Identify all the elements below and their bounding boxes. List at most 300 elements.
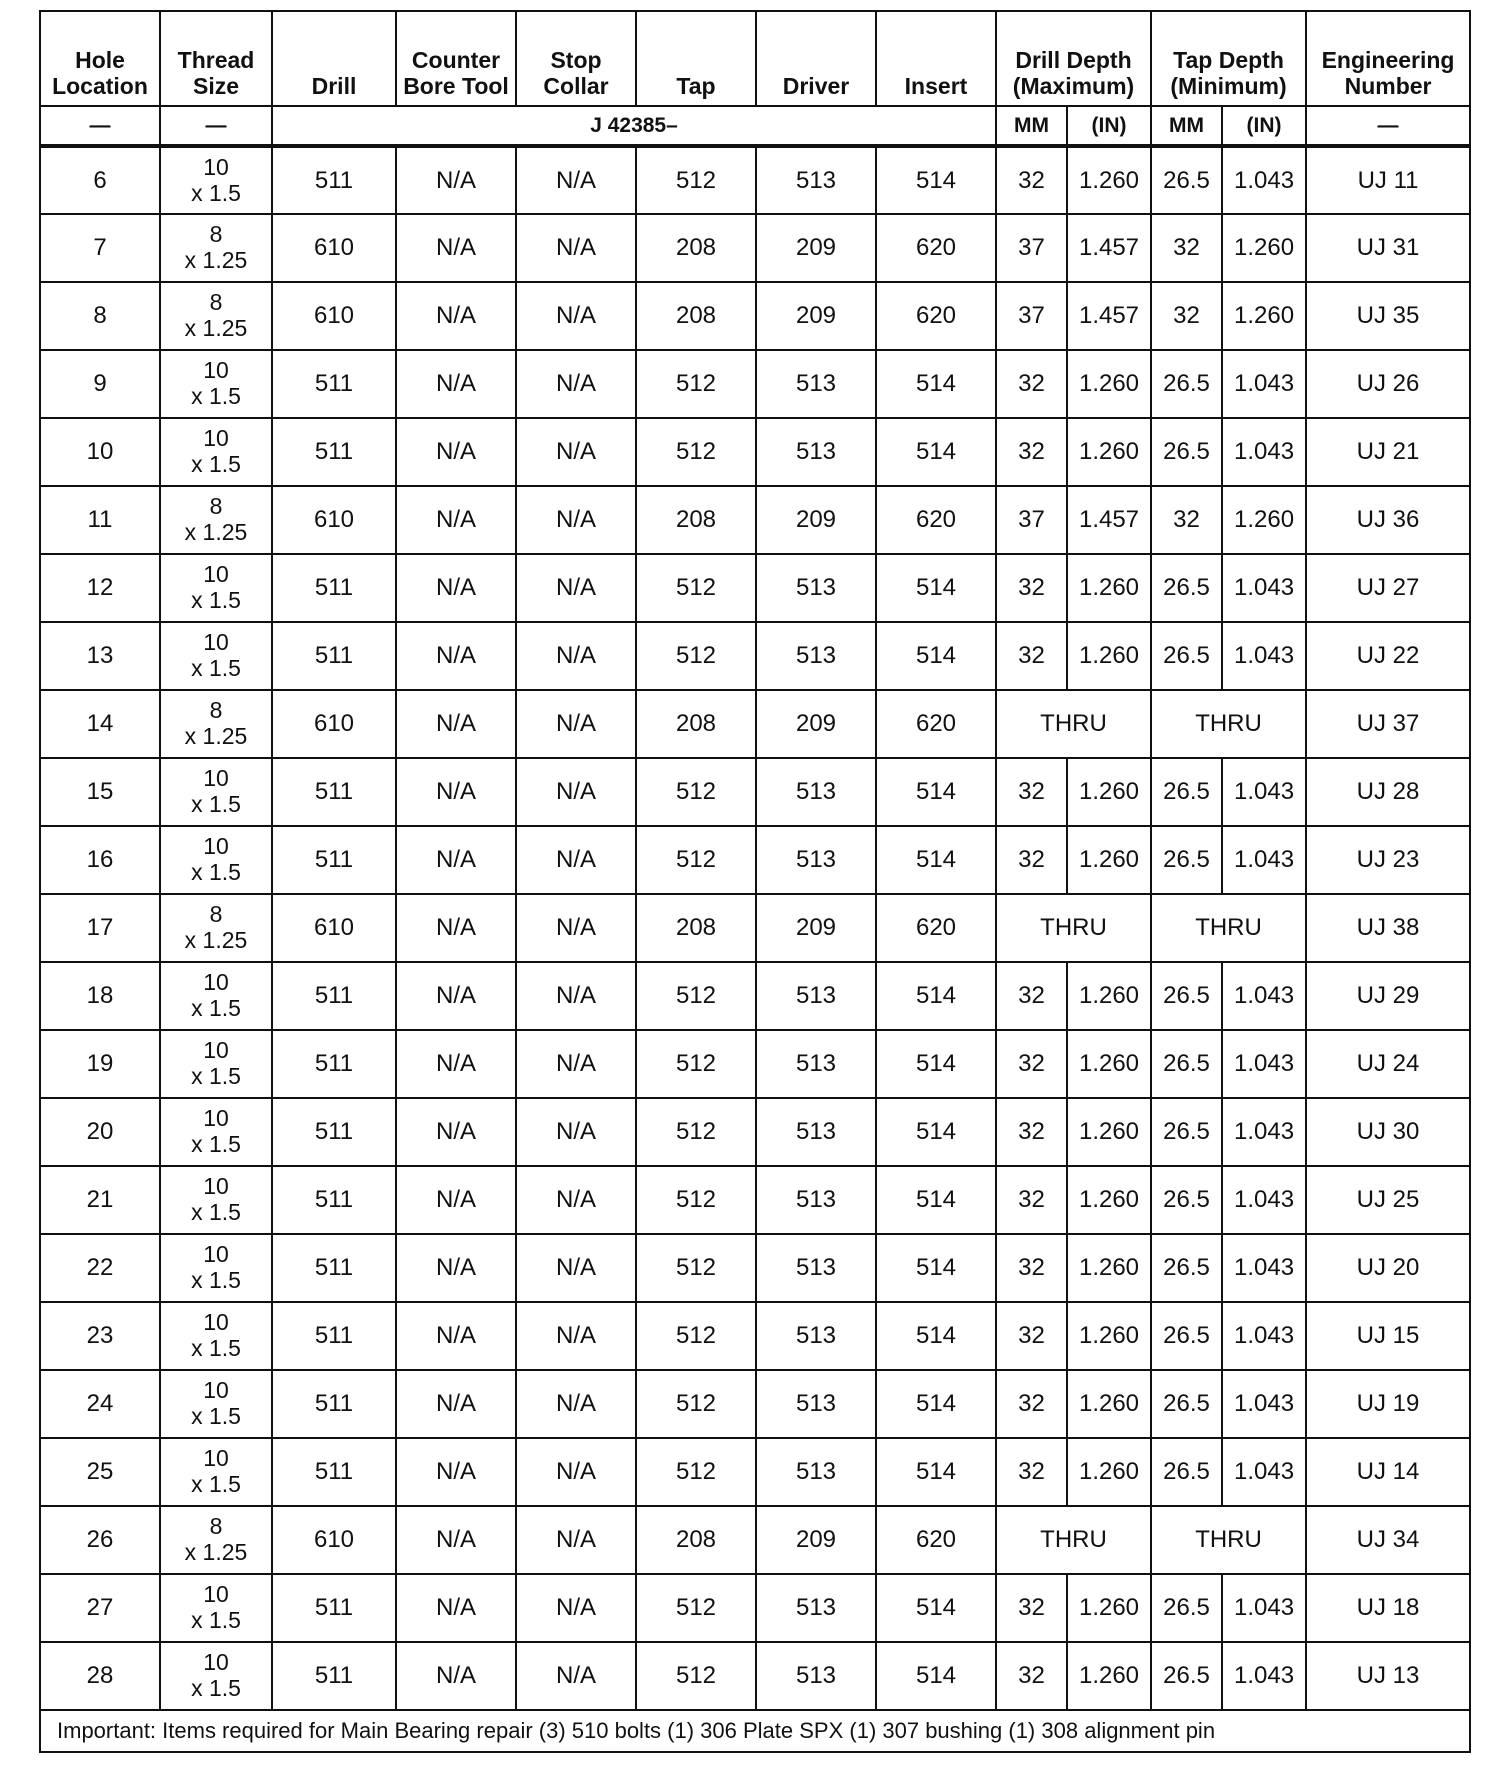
cell-tap-depth-in: 1.260 [1222, 282, 1306, 350]
cell-drill-depth-in: 1.260 [1067, 1642, 1151, 1710]
header-drill-depth: Drill Depth (Maximum) [996, 11, 1151, 106]
cell-counter-bore-tool: N/A [396, 758, 516, 826]
cell-drill-depth-mm: 32 [996, 962, 1067, 1030]
cell-insert: 620 [876, 214, 996, 282]
cell-stop-collar: N/A [516, 1098, 636, 1166]
cell-counter-bore-tool: N/A [396, 826, 516, 894]
header-insert: Insert [876, 11, 996, 106]
cell-stop-collar: N/A [516, 894, 636, 962]
cell-thread-size [160, 1370, 272, 1438]
thread-size-line: 10 [203, 357, 229, 383]
cell-drill-depth-mm: 32 [996, 1030, 1067, 1098]
cell-hole-location: 18 [40, 962, 160, 1030]
cell-hole-location: 10 [40, 418, 160, 486]
cell-stop-collar: N/A [516, 554, 636, 622]
header-engineering-number: Engineering Number [1306, 11, 1470, 106]
thread-size-line: x 1.5 [191, 1267, 241, 1293]
cell-thread-size [160, 690, 272, 758]
cell-tap-depth-in: 1.260 [1222, 486, 1306, 554]
table-row [40, 758, 1470, 826]
cell-tap-depth-mm: 26.5 [1151, 1574, 1222, 1642]
cell-hole-location: 19 [40, 1030, 160, 1098]
cell-thread-size [160, 146, 272, 214]
cell-tap-depth-mm: 26.5 [1151, 758, 1222, 826]
cell-stop-collar: N/A [516, 486, 636, 554]
cell-drill: 610 [272, 282, 396, 350]
cell-drill-depth-mm: 32 [996, 1098, 1067, 1166]
cell-drill: 511 [272, 1438, 396, 1506]
cell-engineering-number: UJ 22 [1306, 622, 1470, 690]
cell-thread-size [160, 622, 272, 690]
cell-tap: 512 [636, 350, 756, 418]
cell-tap-depth-in: 1.043 [1222, 1642, 1306, 1710]
cell-thread-size [160, 1302, 272, 1370]
thread-size-line: 8 [209, 493, 223, 519]
cell-hole-location: 9 [40, 350, 160, 418]
cell-counter-bore-tool: N/A [396, 1030, 516, 1098]
table-row [40, 1370, 1470, 1438]
cell-stop-collar: N/A [516, 1506, 636, 1574]
cell-stop-collar: N/A [516, 1166, 636, 1234]
cell-drill-depth-mm: 32 [996, 1370, 1067, 1438]
cell-tap-depth-in: 1.043 [1222, 622, 1306, 690]
thread-size-line: x 1.5 [191, 1675, 241, 1701]
cell-drill: 511 [272, 350, 396, 418]
cell-tap-depth-mm: 26.5 [1151, 418, 1222, 486]
cell-tap: 208 [636, 1506, 756, 1574]
table-row [40, 962, 1470, 1030]
cell-drill: 511 [272, 1302, 396, 1370]
table-row [40, 1234, 1470, 1302]
cell-tap: 208 [636, 214, 756, 282]
cell-drill-depth-mm: 32 [996, 418, 1067, 486]
thread-size-line: x 1.25 [184, 927, 248, 953]
cell-tap: 512 [636, 1370, 756, 1438]
table-row [40, 214, 1470, 282]
cell-counter-bore-tool: N/A [396, 486, 516, 554]
cell-stop-collar: N/A [516, 418, 636, 486]
cell-tap: 512 [636, 1030, 756, 1098]
table-row [40, 1438, 1470, 1506]
thread-size-line: x 1.5 [191, 1199, 241, 1225]
cell-stop-collar: N/A [516, 1370, 636, 1438]
thread-size-line: 8 [209, 697, 223, 723]
footer-note: Important: Items required for Main Bearing repair (3) 510 bolts (1) 306 Plate SPX (1) 307 bushing (1) 308 alignment pin [40, 1710, 1470, 1752]
cell-hole-location: 14 [40, 690, 160, 758]
cell-insert: 514 [876, 1030, 996, 1098]
cell-counter-bore-tool: N/A [396, 1506, 516, 1574]
cell-driver: 513 [756, 1098, 876, 1166]
cell-driver: 513 [756, 554, 876, 622]
cell-engineering-number: UJ 26 [1306, 350, 1470, 418]
cell-engineering-number: UJ 28 [1306, 758, 1470, 826]
cell-stop-collar: N/A [516, 1234, 636, 1302]
cell-hole-location: 26 [40, 1506, 160, 1574]
cell-tap: 208 [636, 282, 756, 350]
subheader-drill-mm: MM [996, 106, 1067, 146]
thread-size-line: 8 [209, 221, 223, 247]
thread-size-line: 10 [203, 1105, 229, 1131]
cell-driver: 513 [756, 1030, 876, 1098]
cell-hole-location: 24 [40, 1370, 160, 1438]
cell-stop-collar: N/A [516, 350, 636, 418]
cell-driver: 513 [756, 962, 876, 1030]
cell-stop-collar: N/A [516, 826, 636, 894]
thread-size-line: 10 [203, 425, 229, 451]
cell-tap-depth-in: 1.043 [1222, 554, 1306, 622]
cell-drill-depth-thru: THRU [996, 690, 1151, 758]
cell-tap-depth-mm: 26.5 [1151, 1302, 1222, 1370]
thread-size-line: 10 [203, 1581, 229, 1607]
cell-drill-depth-thru: THRU [996, 894, 1151, 962]
table-row [40, 1302, 1470, 1370]
cell-counter-bore-tool: N/A [396, 146, 516, 214]
cell-engineering-number: UJ 23 [1306, 826, 1470, 894]
cell-insert: 514 [876, 962, 996, 1030]
cell-tap-depth-mm: 26.5 [1151, 1642, 1222, 1710]
thread-size-line: 8 [209, 289, 223, 315]
cell-counter-bore-tool: N/A [396, 350, 516, 418]
cell-engineering-number: UJ 30 [1306, 1098, 1470, 1166]
cell-driver: 513 [756, 1642, 876, 1710]
cell-hole-location: 15 [40, 758, 160, 826]
cell-engineering-number: UJ 14 [1306, 1438, 1470, 1506]
cell-drill-depth-mm: 32 [996, 554, 1067, 622]
cell-stop-collar: N/A [516, 1030, 636, 1098]
cell-counter-bore-tool: N/A [396, 622, 516, 690]
thread-size-line: 8 [209, 901, 223, 927]
cell-tap-depth-mm: 32 [1151, 282, 1222, 350]
cell-thread-size [160, 486, 272, 554]
cell-tap: 512 [636, 622, 756, 690]
cell-hole-location: 7 [40, 214, 160, 282]
thread-size-line: x 1.25 [184, 247, 248, 273]
cell-tap-depth-mm: 26.5 [1151, 1098, 1222, 1166]
cell-tap-depth-in: 1.260 [1222, 214, 1306, 282]
cell-tap-depth-thru: THRU [1151, 690, 1306, 758]
subheader-dash: — [40, 106, 160, 146]
cell-drill: 511 [272, 758, 396, 826]
thread-size-line: x 1.5 [191, 1607, 241, 1633]
cell-driver: 513 [756, 1438, 876, 1506]
cell-driver: 513 [756, 758, 876, 826]
cell-insert: 620 [876, 282, 996, 350]
cell-drill: 511 [272, 1098, 396, 1166]
thread-size-line: x 1.5 [191, 179, 241, 206]
cell-engineering-number: UJ 38 [1306, 894, 1470, 962]
table-row [40, 1166, 1470, 1234]
cell-insert: 514 [876, 622, 996, 690]
thread-size-line: 10 [203, 1649, 229, 1675]
cell-drill-depth-in: 1.260 [1067, 1574, 1151, 1642]
cell-tap: 512 [636, 1234, 756, 1302]
cell-engineering-number: UJ 21 [1306, 418, 1470, 486]
table-body [40, 146, 1470, 1710]
cell-counter-bore-tool: N/A [396, 894, 516, 962]
thread-size-line: 10 [203, 561, 229, 587]
cell-drill-depth-mm: 32 [996, 350, 1067, 418]
cell-drill-depth-in: 1.260 [1067, 622, 1151, 690]
cell-insert: 514 [876, 1234, 996, 1302]
thread-size-line: x 1.5 [191, 655, 241, 681]
cell-driver: 209 [756, 282, 876, 350]
cell-tap-depth-in: 1.043 [1222, 1234, 1306, 1302]
cell-drill: 511 [272, 554, 396, 622]
table-row [40, 1030, 1470, 1098]
thread-size-line: x 1.25 [184, 1539, 248, 1565]
cell-engineering-number: UJ 13 [1306, 1642, 1470, 1710]
cell-tap-depth-in: 1.043 [1222, 962, 1306, 1030]
cell-engineering-number: UJ 37 [1306, 690, 1470, 758]
cell-tap-depth-in: 1.043 [1222, 146, 1306, 214]
cell-engineering-number: UJ 19 [1306, 1370, 1470, 1438]
cell-hole-location: 13 [40, 622, 160, 690]
cell-drill-depth-in: 1.457 [1067, 486, 1151, 554]
cell-thread-size [160, 1030, 272, 1098]
cell-hole-location: 27 [40, 1574, 160, 1642]
cell-engineering-number: UJ 34 [1306, 1506, 1470, 1574]
cell-tap-depth-in: 1.043 [1222, 1166, 1306, 1234]
table-row [40, 146, 1470, 214]
thread-size-line: 10 [203, 153, 229, 180]
cell-drill-depth-in: 1.260 [1067, 350, 1151, 418]
subheader-tap-in: (IN) [1222, 106, 1306, 146]
cell-stop-collar: N/A [516, 758, 636, 826]
cell-driver: 513 [756, 350, 876, 418]
table-row [40, 1642, 1470, 1710]
cell-insert: 514 [876, 1302, 996, 1370]
cell-insert: 514 [876, 146, 996, 214]
cell-hole-location: 25 [40, 1438, 160, 1506]
cell-drill-depth-in: 1.260 [1067, 826, 1151, 894]
cell-drill: 511 [272, 1642, 396, 1710]
cell-hole-location: 17 [40, 894, 160, 962]
table-row [40, 826, 1470, 894]
cell-insert: 514 [876, 1574, 996, 1642]
cell-drill-depth-mm: 37 [996, 282, 1067, 350]
subheader-drill-in: (IN) [1067, 106, 1151, 146]
subheader-row [40, 106, 1470, 146]
thread-size-line: 10 [203, 1377, 229, 1403]
cell-thread-size [160, 214, 272, 282]
cell-counter-bore-tool: N/A [396, 214, 516, 282]
cell-driver: 513 [756, 418, 876, 486]
table-row [40, 486, 1470, 554]
cell-tap: 512 [636, 146, 756, 214]
header-stop-collar: Stop Collar [516, 11, 636, 106]
cell-thread-size [160, 1506, 272, 1574]
cell-tap-depth-thru: THRU [1151, 1506, 1306, 1574]
thread-size-line: x 1.25 [184, 519, 248, 545]
footer-row [40, 1710, 1470, 1752]
cell-drill-depth-thru: THRU [996, 1506, 1151, 1574]
cell-driver: 513 [756, 1234, 876, 1302]
cell-insert: 514 [876, 1370, 996, 1438]
cell-tap-depth-in: 1.043 [1222, 1438, 1306, 1506]
cell-hole-location: 21 [40, 1166, 160, 1234]
subheader-tool-prefix: J 42385– [272, 106, 996, 146]
thread-size-line: x 1.5 [191, 995, 241, 1021]
cell-engineering-number: UJ 18 [1306, 1574, 1470, 1642]
thread-size-line: x 1.5 [191, 1063, 241, 1089]
cell-insert: 514 [876, 1642, 996, 1710]
cell-tap-depth-in: 1.043 [1222, 350, 1306, 418]
cell-engineering-number: UJ 36 [1306, 486, 1470, 554]
cell-insert: 620 [876, 1506, 996, 1574]
cell-drill-depth-in: 1.260 [1067, 1370, 1151, 1438]
thread-size-line: x 1.25 [184, 315, 248, 341]
cell-stop-collar: N/A [516, 962, 636, 1030]
cell-insert: 514 [876, 418, 996, 486]
cell-drill: 511 [272, 622, 396, 690]
thread-size-line: 10 [203, 1173, 229, 1199]
cell-tap: 512 [636, 1302, 756, 1370]
cell-engineering-number: UJ 20 [1306, 1234, 1470, 1302]
cell-stop-collar: N/A [516, 690, 636, 758]
header-thread-size: Thread Size [160, 11, 272, 106]
cell-tap-depth-mm: 26.5 [1151, 1438, 1222, 1506]
cell-counter-bore-tool: N/A [396, 1166, 516, 1234]
cell-tap-depth-mm: 26.5 [1151, 962, 1222, 1030]
table-row [40, 1098, 1470, 1166]
thread-size-line: x 1.5 [191, 451, 241, 477]
cell-drill-depth-in: 1.260 [1067, 1234, 1151, 1302]
subheader-dash: — [160, 106, 272, 146]
thread-size-line: x 1.5 [191, 383, 241, 409]
cell-counter-bore-tool: N/A [396, 554, 516, 622]
cell-thread-size [160, 1574, 272, 1642]
cell-drill: 610 [272, 690, 396, 758]
cell-drill: 610 [272, 894, 396, 962]
cell-engineering-number: UJ 15 [1306, 1302, 1470, 1370]
cell-counter-bore-tool: N/A [396, 1234, 516, 1302]
cell-insert: 620 [876, 690, 996, 758]
cell-driver: 513 [756, 622, 876, 690]
cell-hole-location: 8 [40, 282, 160, 350]
header-tap-depth: Tap Depth (Minimum) [1151, 11, 1306, 106]
cell-insert: 620 [876, 486, 996, 554]
cell-thread-size [160, 894, 272, 962]
cell-tap-depth-thru: THRU [1151, 894, 1306, 962]
cell-counter-bore-tool: N/A [396, 418, 516, 486]
cell-drill: 511 [272, 826, 396, 894]
cell-tap: 512 [636, 758, 756, 826]
table-row [40, 350, 1470, 418]
thread-size-line: x 1.5 [191, 1335, 241, 1361]
cell-driver: 513 [756, 1574, 876, 1642]
cell-drill-depth-in: 1.260 [1067, 1438, 1151, 1506]
subheader-dash: — [1306, 106, 1470, 146]
cell-drill-depth-in: 1.260 [1067, 418, 1151, 486]
cell-drill: 511 [272, 146, 396, 214]
cell-insert: 514 [876, 758, 996, 826]
cell-engineering-number: UJ 24 [1306, 1030, 1470, 1098]
cell-stop-collar: N/A [516, 1642, 636, 1710]
cell-thread-size [160, 350, 272, 418]
cell-drill: 511 [272, 962, 396, 1030]
cell-stop-collar: N/A [516, 146, 636, 214]
cell-hole-location: 22 [40, 1234, 160, 1302]
cell-driver: 209 [756, 1506, 876, 1574]
cell-hole-location: 6 [40, 146, 160, 214]
cell-tap-depth-mm: 26.5 [1151, 1234, 1222, 1302]
cell-tap-depth-mm: 32 [1151, 486, 1222, 554]
cell-drill-depth-in: 1.260 [1067, 1166, 1151, 1234]
thread-size-line: 10 [203, 765, 229, 791]
cell-tap-depth-in: 1.043 [1222, 1302, 1306, 1370]
cell-stop-collar: N/A [516, 282, 636, 350]
cell-drill-depth-in: 1.260 [1067, 1030, 1151, 1098]
cell-drill: 511 [272, 418, 396, 486]
cell-driver: 513 [756, 1370, 876, 1438]
cell-hole-location: 28 [40, 1642, 160, 1710]
subheader-tap-mm: MM [1151, 106, 1222, 146]
cell-driver: 513 [756, 826, 876, 894]
cell-tap-depth-mm: 26.5 [1151, 826, 1222, 894]
cell-driver: 513 [756, 1302, 876, 1370]
thread-size-line: 10 [203, 1309, 229, 1335]
cell-tap-depth-in: 1.043 [1222, 758, 1306, 826]
thread-size-line: 10 [203, 1241, 229, 1267]
cell-stop-collar: N/A [516, 214, 636, 282]
table-row [40, 690, 1470, 758]
cell-driver: 209 [756, 486, 876, 554]
cell-counter-bore-tool: N/A [396, 1098, 516, 1166]
cell-hole-location: 16 [40, 826, 160, 894]
table-row [40, 1506, 1470, 1574]
cell-tap-depth-in: 1.043 [1222, 1574, 1306, 1642]
thread-size-line: x 1.5 [191, 1403, 241, 1429]
cell-drill-depth-mm: 32 [996, 1234, 1067, 1302]
cell-drill-depth-mm: 32 [996, 1574, 1067, 1642]
table-row [40, 622, 1470, 690]
cell-tap: 512 [636, 1098, 756, 1166]
header-row [40, 11, 1470, 106]
cell-insert: 514 [876, 1438, 996, 1506]
cell-thread-size [160, 554, 272, 622]
cell-drill-depth-mm: 32 [996, 758, 1067, 826]
thread-size-line: x 1.5 [191, 587, 241, 613]
table-row [40, 418, 1470, 486]
thread-size-line: x 1.5 [191, 1131, 241, 1157]
cell-stop-collar: N/A [516, 622, 636, 690]
cell-drill-depth-in: 1.457 [1067, 214, 1151, 282]
cell-tap: 512 [636, 418, 756, 486]
cell-hole-location: 23 [40, 1302, 160, 1370]
cell-engineering-number: UJ 27 [1306, 554, 1470, 622]
cell-tap-depth-mm: 26.5 [1151, 146, 1222, 214]
cell-engineering-number: UJ 31 [1306, 214, 1470, 282]
thread-size-line: x 1.5 [191, 791, 241, 817]
cell-counter-bore-tool: N/A [396, 282, 516, 350]
cell-stop-collar: N/A [516, 1302, 636, 1370]
cell-insert: 514 [876, 826, 996, 894]
cell-drill: 511 [272, 1234, 396, 1302]
table-row [40, 554, 1470, 622]
cell-driver: 513 [756, 1166, 876, 1234]
cell-tap-depth-in: 1.043 [1222, 418, 1306, 486]
cell-insert: 514 [876, 1166, 996, 1234]
cell-counter-bore-tool: N/A [396, 962, 516, 1030]
cell-tap-depth-in: 1.043 [1222, 1370, 1306, 1438]
cell-drill-depth-mm: 32 [996, 1166, 1067, 1234]
thread-size-line: 10 [203, 1445, 229, 1471]
cell-hole-location: 11 [40, 486, 160, 554]
cell-engineering-number: UJ 11 [1306, 146, 1470, 214]
cell-drill: 511 [272, 1030, 396, 1098]
cell-drill-depth-in: 1.260 [1067, 554, 1151, 622]
cell-drill-depth-in: 1.260 [1067, 146, 1151, 214]
